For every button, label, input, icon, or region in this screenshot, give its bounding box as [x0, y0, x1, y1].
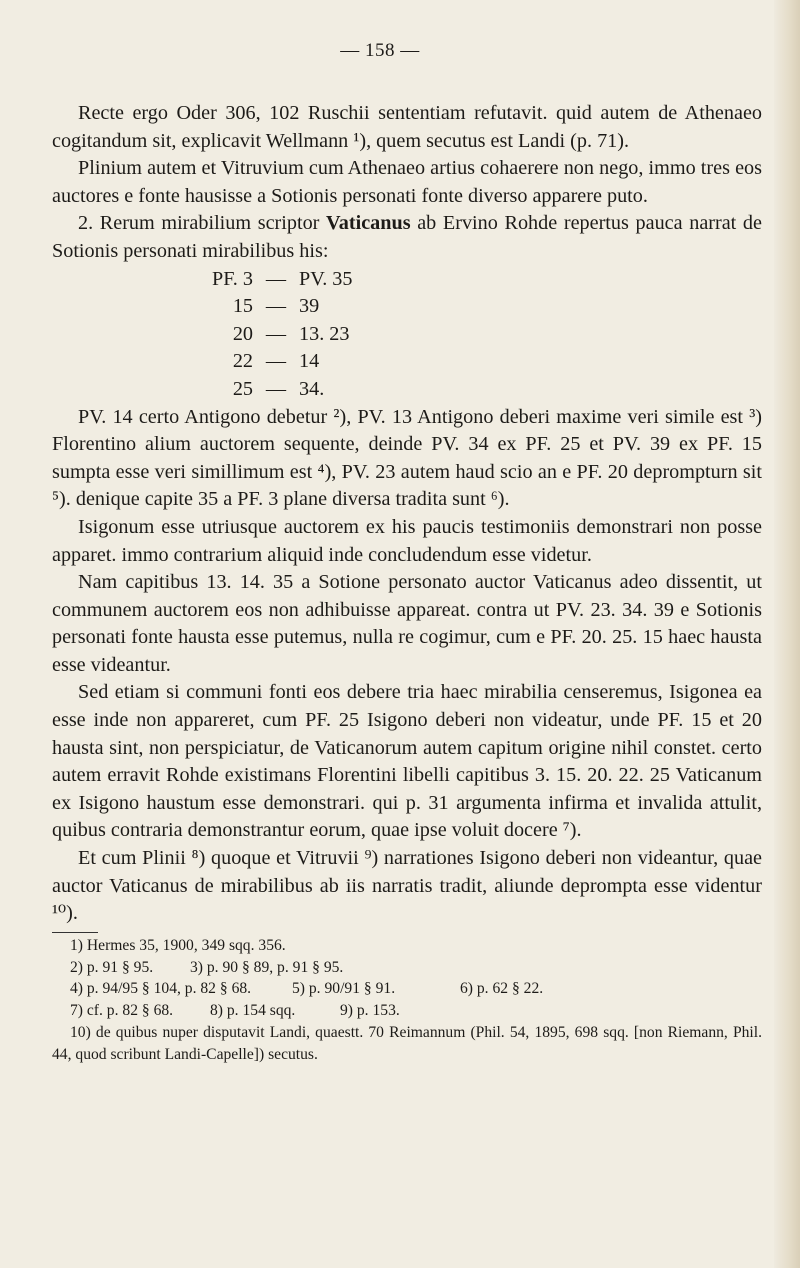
paragraph-3	[52, 210, 762, 265]
footnote-8: 8) p. 154 sqq.	[210, 1002, 296, 1020]
paragraph-5: Isigonum esse utriusque auctorem ex his paucis testimoniis demonstrari non posse apparet. immo contrarium aliquid inde concludendum esse videtur.	[52, 515, 762, 566]
paragraph-3-end: ab Ervino Rohde repertus pauca narrat de Sotionis personati mirabilibus his:	[52, 212, 762, 262]
table-cell-pf: 20	[232, 322, 253, 345]
correspondence-table	[189, 266, 762, 404]
footnote-7: 7) cf. p. 82 § 68.	[70, 1002, 174, 1020]
footnote-5: 5) p. 90/91 § 91.	[292, 980, 396, 998]
footnote-6: 6) p. 62 § 22.	[460, 980, 544, 998]
table-dash: —	[265, 295, 287, 318]
table-cell-pf: 22	[232, 350, 253, 373]
footnote-3: 3) p. 90 § 89, p. 91 § 95.	[190, 958, 344, 976]
footnotes	[52, 935, 762, 1066]
footnote-row	[52, 1000, 762, 1022]
table-row	[189, 348, 762, 376]
table-cell-pv: 14	[299, 350, 320, 373]
table-cell-pv: 34.	[299, 377, 325, 400]
footnote-2: 2) p. 91 § 95.	[70, 958, 154, 976]
main-text	[52, 100, 762, 1066]
table-dash: —	[265, 322, 287, 345]
footnote-row	[52, 957, 762, 979]
table-row	[189, 376, 762, 404]
footnote-row	[52, 978, 762, 1000]
paragraph-6: Nam capitibus 13. 14. 35 a Sotione personato auctor Vaticanus adeo dissentit, ut communem auctorem eos non adhibuisse appareat. contra ut PV. 23. 34. 39 e Sotionis personati fonte hausta esse putemus, nulla re cogimur, cum e PF. 20. 25. 15 haec hausta esse videantur.	[52, 571, 762, 676]
paragraph-1: Recte ergo Oder 306, 102 Ruschii sententiam refutavit. quid autem de Athenaeo cogitandum sit, explicavit Wellmann ¹), quem secutus est Landi (p. 71).	[52, 102, 762, 152]
table-cell-pf: PF. 3	[211, 267, 253, 290]
page-number: — 158 —	[340, 40, 420, 61]
paragraph-3-start: 2. Rerum mirabilium scriptor	[78, 212, 327, 235]
page-edge-shadow	[774, 0, 800, 1268]
footnote-4: 4) p. 94/95 § 104, p. 82 § 68.	[70, 980, 252, 998]
table-cell-pv: PV. 35	[299, 267, 353, 290]
footnote-1: 1) Hermes 35, 1900, 349 sqq. 356.	[70, 936, 286, 954]
table-cell-pv: 39	[299, 295, 320, 318]
footnote-9: 9) p. 153.	[340, 1002, 400, 1020]
paragraph-2: Plinium autem et Vitruvium cum Athenaeo artius cohaerere non nego, immo tres eos auctores e fonte hausisse a Sotionis personati fonte diverso apparere puto.	[52, 157, 762, 207]
vaticanus-bold: Vaticanus	[326, 212, 411, 235]
footnote-divider	[52, 932, 98, 933]
footnote-10: 10) de quibus nuper disputavit Landi, quaestt. 70 Reimannum (Phil. 54, 1895, 698 sqq. [non Riemann, Phil. 44, quod scribunt Landi-Capelle]) secutus.	[52, 1024, 762, 1063]
table-row	[189, 293, 762, 321]
paragraph-4: PV. 14 certo Antigono debetur ²), PV. 13 Antigono deberi maxime veri simile est ³) Florentino alium auctorem sequente, deinde PV. 34 ex PF. 25 et PV. 39 ex PF. 15 sumpta esse veri simillimum est ⁴), PV. 23 autem haud scio an e PF. 20 deprompturn sit ⁵). denique capite 35 a PF. 3 plane diversa tradita sunt ⁶).	[52, 405, 762, 511]
table-row	[189, 266, 762, 294]
table-cell-pf: 25	[232, 377, 253, 400]
paragraph-8: Et cum Plinii ⁸) quoque et Vitruvii ⁹) narrationes Isigono deberi non videantur, quae auctor Vaticanus de mirabilibus ab iis narratis tradit, aliunde deprompta esse videntur ¹⁰).	[52, 847, 762, 925]
table-cell-pv: 13. 23	[299, 322, 350, 345]
table-dash: —	[265, 267, 287, 290]
paragraph-7: Sed etiam si communi fonti eos debere tria haec mirabilia censeremus, Isigonea ea esse inde non appareret, cum PF. 25 Isigono deberi non videatur, unde PF. 15 et 20 hausta sint, non perspiciatur, de Vaticanorum autem capitum origine nihil constet. certo autem erravit Rohde existimans Florentini libelli capitibus 3. 15. 20. 22. 25 Vaticanum ex Isigono haustum esse demonstrari. qui p. 31 argumenta infirma et invalida attulit, quibus contraria demonstrantur eorum, quae ipse voluit docere ⁷).	[52, 681, 762, 842]
table-dash: —	[265, 350, 287, 373]
table-dash: —	[265, 377, 287, 400]
table-row	[189, 321, 762, 349]
table-cell-pf: 15	[232, 295, 253, 318]
